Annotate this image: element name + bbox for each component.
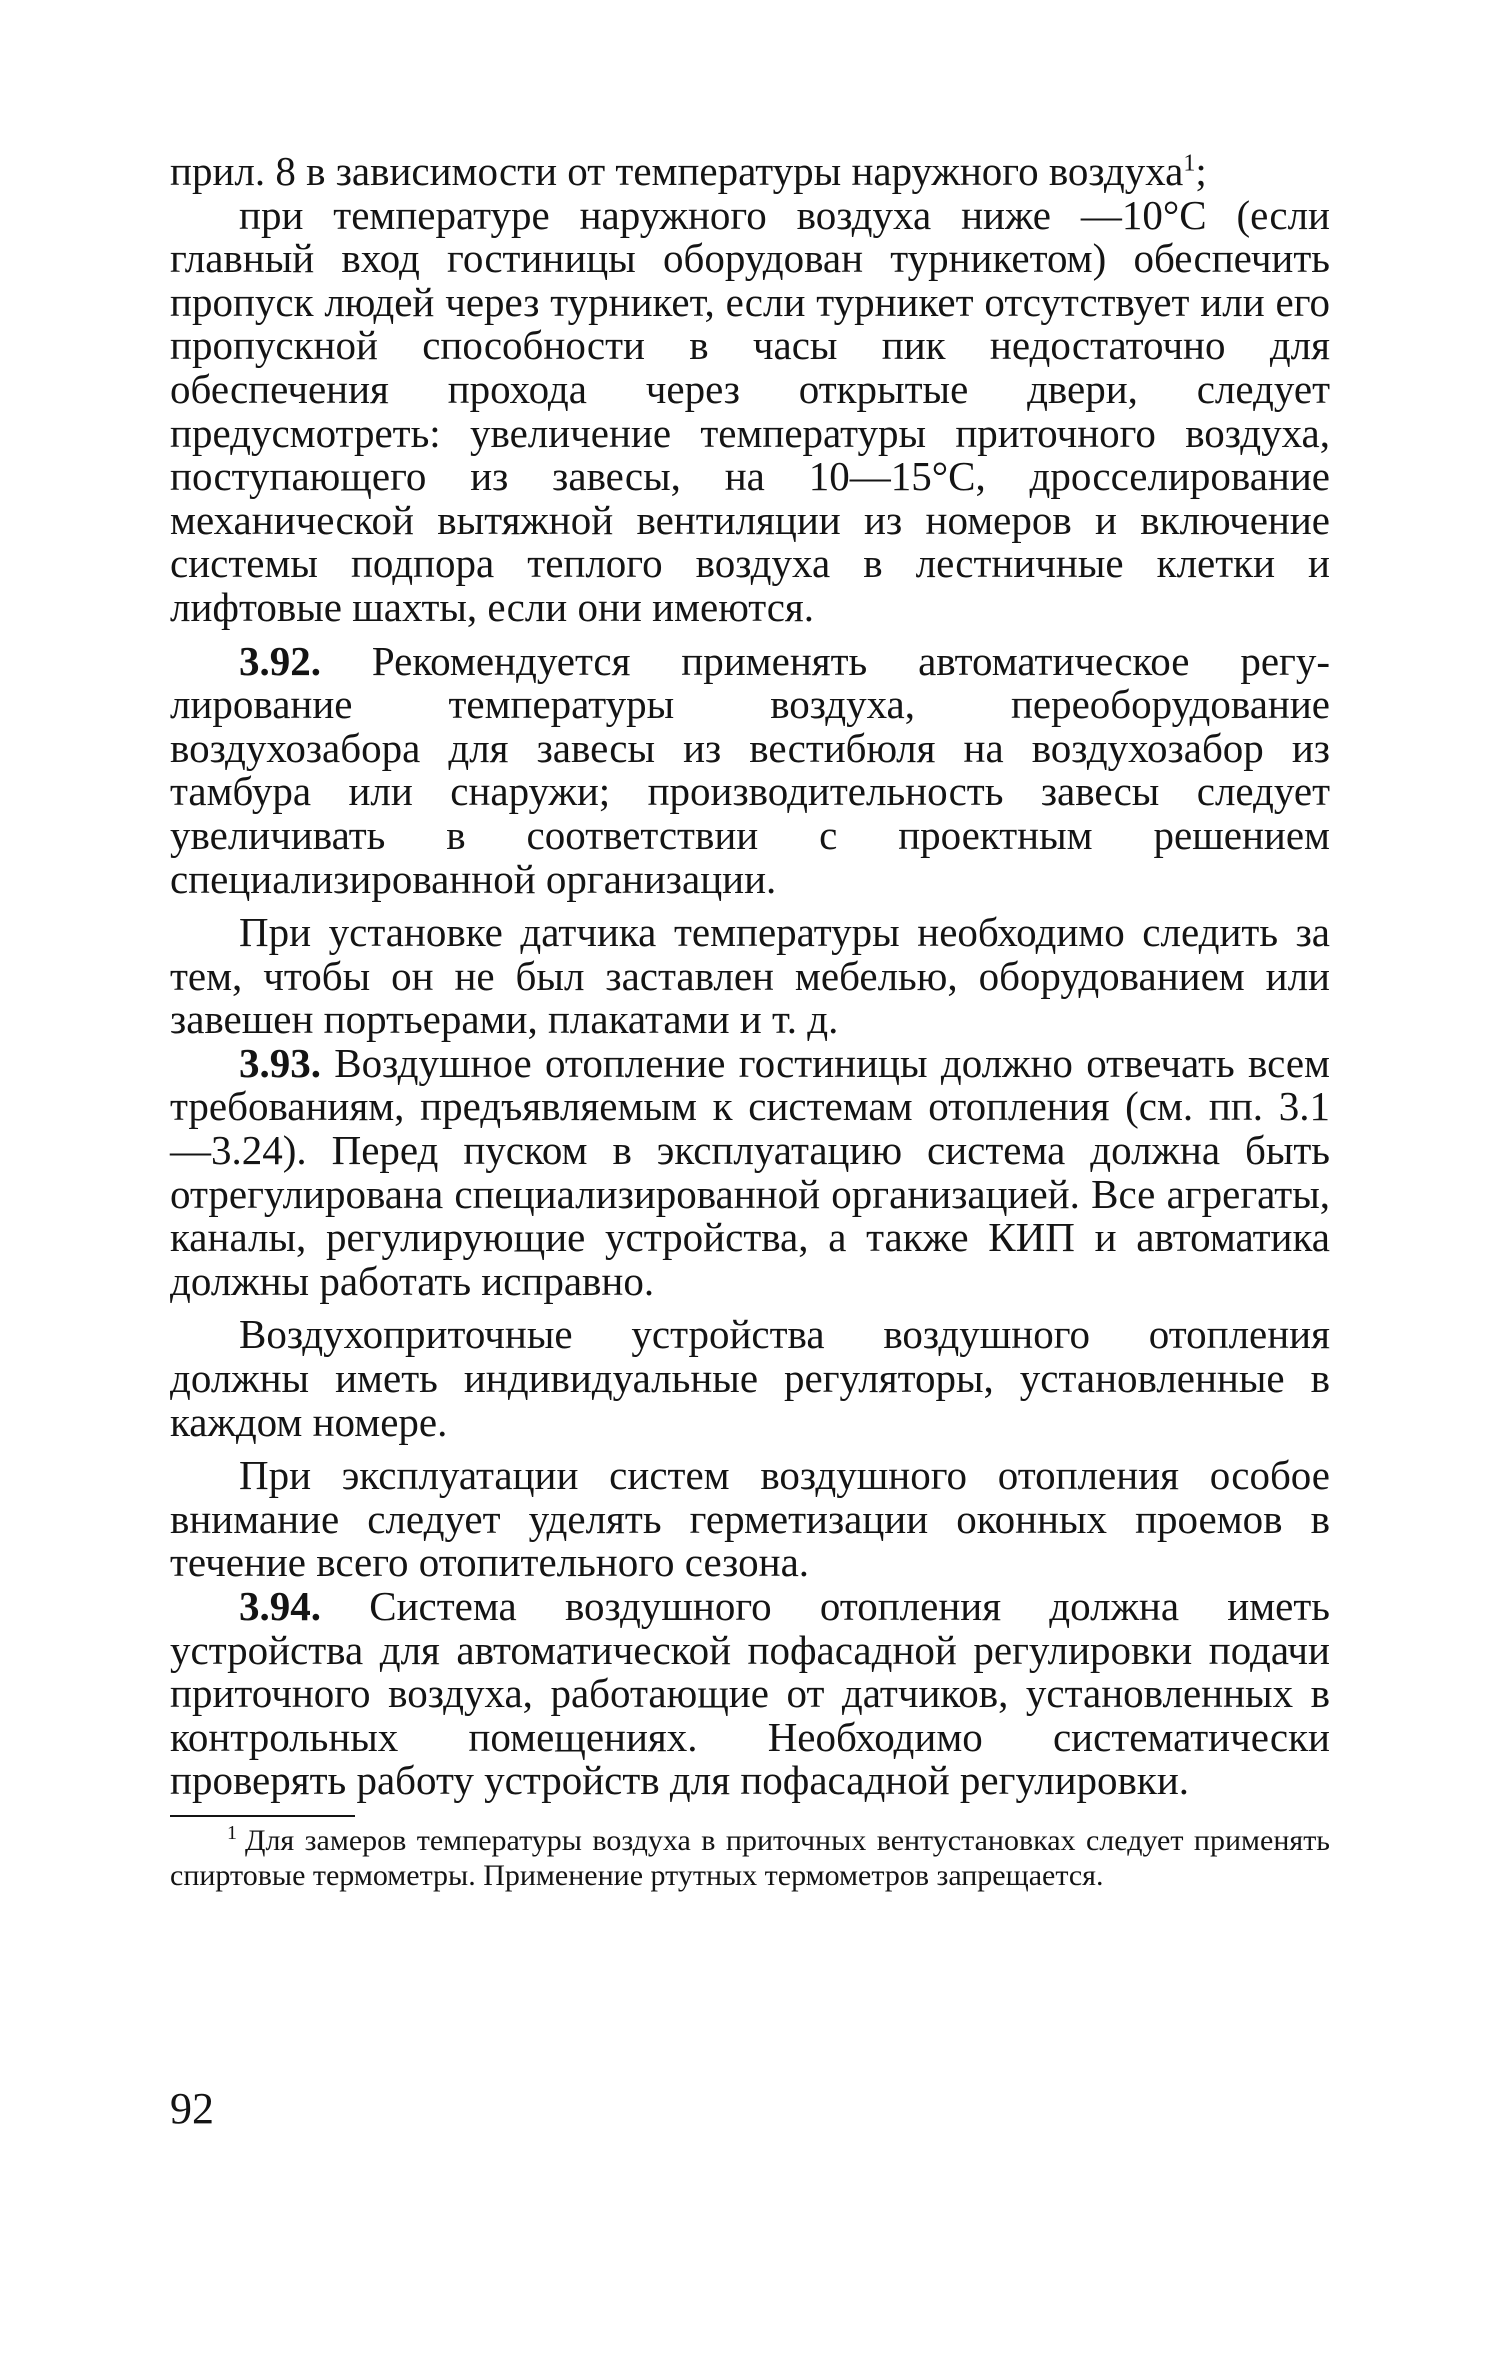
paragraph-3-93	[170, 1039, 1330, 1304]
footnote-divider	[170, 1815, 355, 1817]
paragraph-7: При эксплуатации систем воздушного отопления особое внимание следует уделять герметизации оконных проемов в течение всего отопительного сезона.	[170, 1452, 1330, 1586]
section-3-94-text: Система воздушного отопления должна иметь устройства для автоматической пофасадной регулировки подачи приточного воздуха, работающие от датчиков, установленных в контрольных помещениях. Необходимо систематически проверять работу устройств для пофасадной регулировки.	[170, 1583, 1330, 1804]
footnote-mark: 1	[227, 1821, 237, 1844]
section-number-3-93: 3.93.	[239, 1039, 321, 1086]
paragraph-3-94	[170, 1585, 1330, 1803]
section-3-93-text: Воздушное отопление гостиницы должно отвечать всем требованиям, предъявляемым к системам отопления (см. пп. 3.1—3.24). Перед пуском в эксплуатацию система должна быть отрегулирована специализированной организацией. Все агрегаты, каналы, регулирующие устройства, а также КИП и автоматика должны работать исправно.	[170, 1039, 1330, 1304]
document-page	[170, 150, 1330, 2210]
section-number-3-94: 3.94.	[239, 1583, 321, 1629]
paragraph-1-text: прил. 8 в зависимости от температуры наружного воздуха	[170, 148, 1184, 194]
page-number: 92	[170, 2084, 214, 2133]
paragraph-6: Воздухоприточные устройства воздушного отопления должны иметь индивидуальные регуляторы, установленные в каждом номере.	[170, 1311, 1330, 1445]
footnote-text: Для замеров температуры воздуха в приточных вентустановках следует применять спиртовые термометры. Применение ртутных термометров запрещается.	[170, 1823, 1330, 1892]
paragraph-1-tail: ;	[1195, 148, 1207, 194]
footnote	[170, 1823, 1330, 1893]
body-text	[170, 150, 1330, 1803]
paragraph-2: при температуре наружного воздуха ниже —10°С (если главный вход гостиницы оборудован турникетом) обеспечить пропуск людей через турникет, если турникет отсутствует или его пропускной способности в часы пик недостаточно для обеспечения прохода через открытые двери, следует предусмотреть: увеличение температуры приточного воздуха, поступающего из завесы, на 10—15°С, дросселирование механической вытяжной вентиляции из номеров и включение системы подпора теплого воздуха в лестничные клетки и лифтовые шахты, если они имеются.	[170, 191, 1330, 630]
paragraph-1	[170, 150, 1330, 194]
section-3-92-text: Рекомендуется применять автоматическое регулирование температуры воздуха, переоборудование воздухозабора для завесы из вестибюля на воздухозабор из тамбура или снаружи; производительность завесы следует увеличивать в соответствии с проектным решением специализированной организации.	[170, 637, 1330, 902]
paragraph-3-92	[170, 637, 1330, 902]
footnote-reference: 1	[1183, 150, 1196, 177]
section-number-3-92: 3.92.	[239, 637, 321, 684]
paragraph-4: При установке датчика температуры необходимо следить за тем, чтобы он не был заставлен мебелью, оборудованием или завешен портьерами, плакатами и т. д.	[170, 909, 1330, 1043]
